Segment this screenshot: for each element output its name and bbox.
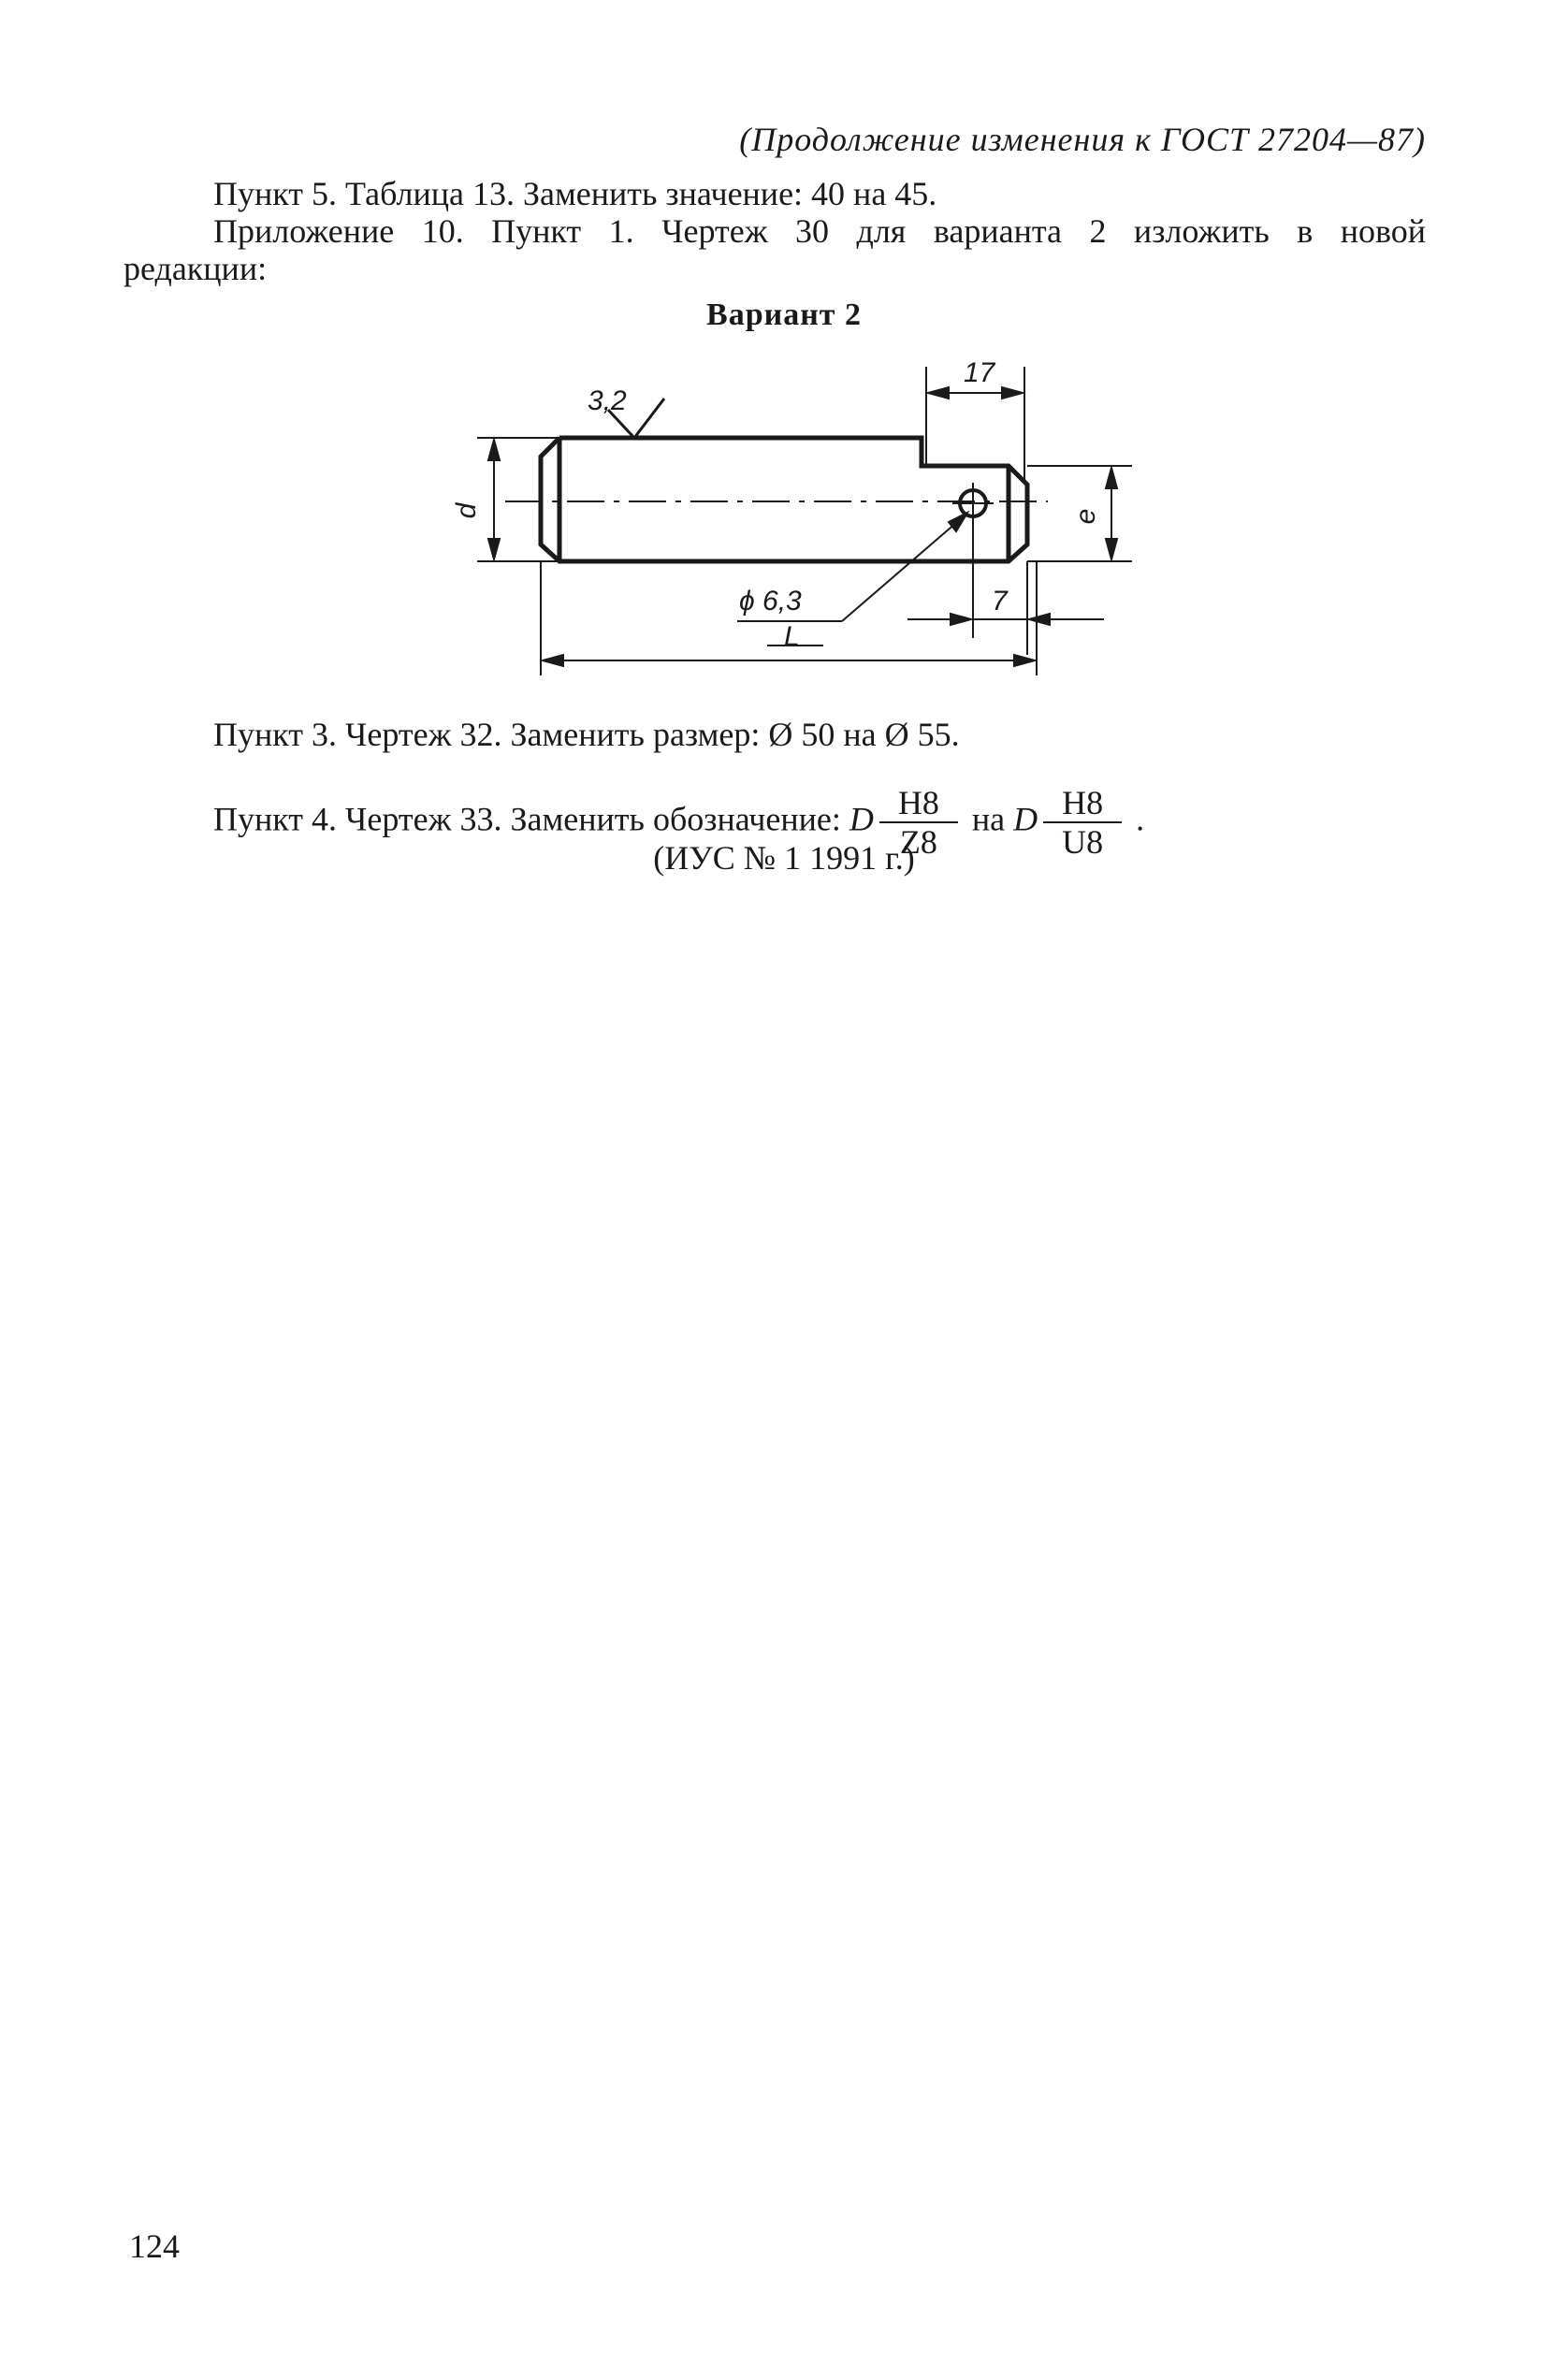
fraction-2-denominator: U8 bbox=[1062, 823, 1104, 861]
source-reference: (ИУС № 1 1991 г.) bbox=[653, 839, 915, 877]
dimension-d bbox=[477, 438, 559, 561]
variant-title: Вариант 2 bbox=[706, 297, 862, 332]
continuation-header: (Продолжение изменения к ГОСТ 27204—87) bbox=[739, 121, 1426, 158]
paragraph-item-3: Пункт 3. Чертеж 32. Заменить размер: Ø 50 на Ø 55. bbox=[213, 716, 960, 753]
paragraph-appendix-10-continued: редакции: bbox=[123, 250, 268, 287]
pin-outline bbox=[541, 438, 1027, 561]
paragraph-item-5: Пункт 5. Таблица 13. Заменить значение: 40 на 45. bbox=[213, 175, 937, 212]
label-7: 7 bbox=[992, 586, 1008, 617]
label-17: 17 bbox=[964, 357, 995, 388]
item-4-text: Пункт 4. Чертеж 33. Заменить обозначение: bbox=[213, 800, 841, 838]
technical-drawing bbox=[0, 0, 1568, 711]
label-e: e bbox=[1070, 508, 1101, 525]
label-roughness: 3,2 bbox=[588, 385, 627, 416]
item-4-connector: на bbox=[971, 800, 1006, 838]
paragraph-appendix-10: Приложение 10. Пункт 1. Чертеж 30 для варианта 2 изложить в новой bbox=[213, 212, 1426, 250]
label-hole-diameter: ϕ 6,3 bbox=[739, 586, 802, 617]
label-d: d bbox=[451, 502, 482, 519]
symbol-d-1: D bbox=[849, 800, 874, 838]
fraction-1-numerator: H8 bbox=[879, 786, 958, 823]
page-number: 124 bbox=[129, 2227, 180, 2265]
symbol-d-2: D bbox=[1013, 800, 1038, 838]
fraction-1-denominator: Z8 bbox=[899, 823, 937, 861]
fraction-2-numerator: H8 bbox=[1043, 786, 1122, 823]
label-L: L bbox=[784, 621, 800, 652]
item-4-period: . bbox=[1136, 800, 1145, 838]
